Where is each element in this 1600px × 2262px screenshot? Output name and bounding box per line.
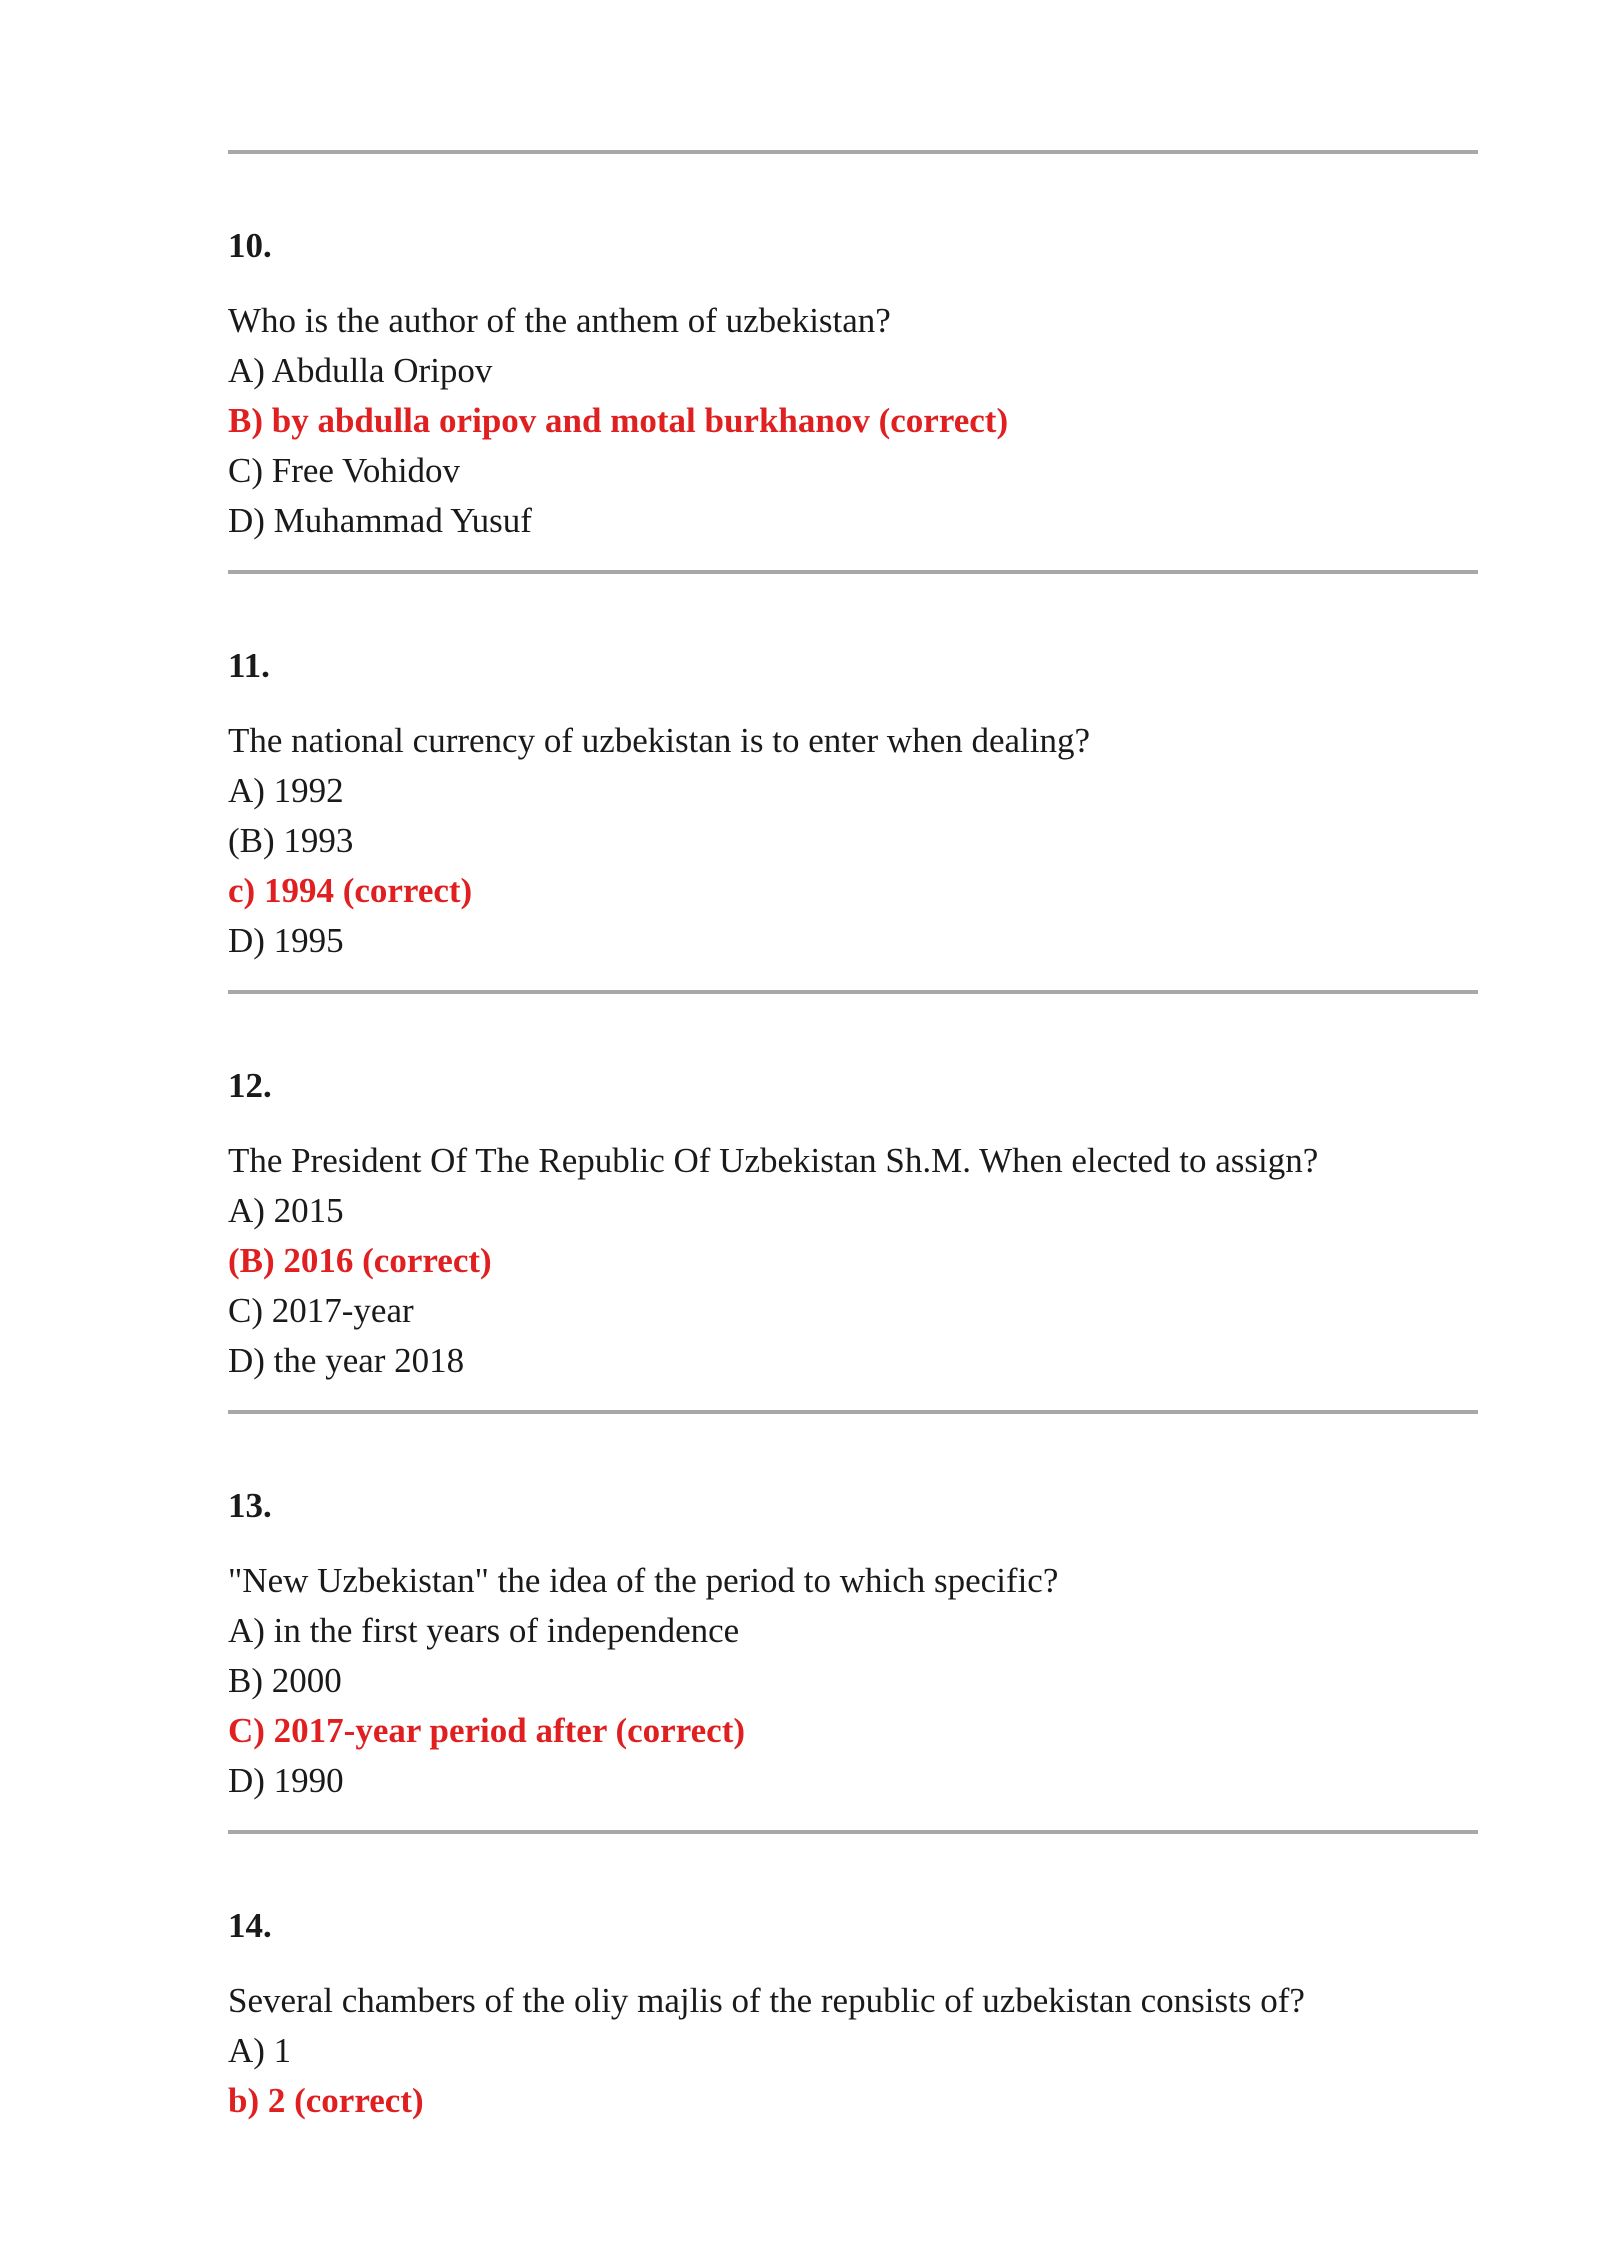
option: A) Abdulla Oripov: [228, 351, 493, 390]
option: B) 2000: [228, 1661, 342, 1700]
option: A) 2015: [228, 1191, 344, 1230]
question-text: The President Of The Republic Of Uzbekistan Sh.M. When elected to assign?: [228, 1141, 1319, 1180]
option-correct: B) by abdulla oripov and motal burkhanov (correct): [228, 401, 1009, 440]
option: (B) 1993: [228, 821, 354, 860]
question-text: The national currency of uzbekistan is to enter when dealing?: [228, 721, 1091, 760]
question-block: [228, 1834, 1478, 2150]
question-number: 14.: [228, 1906, 272, 1945]
question-number: 12.: [228, 1066, 272, 1105]
option-correct: b) 2 (correct): [228, 2081, 424, 2120]
question-number: 11.: [228, 646, 270, 685]
option-correct: C) 2017-year period after (correct): [228, 1711, 746, 1750]
question-number: 13.: [228, 1486, 272, 1525]
question-block: [228, 994, 1478, 1410]
question-text: Several chambers of the oliy majlis of the republic of uzbekistan consists of?: [228, 1981, 1305, 2020]
option: A) 1: [228, 2031, 292, 2070]
option: A) 1992: [228, 771, 344, 810]
option-correct: c) 1994 (correct): [228, 871, 473, 910]
question-block: [228, 1414, 1478, 1830]
option: D) the year 2018: [228, 1341, 465, 1380]
option: D) 1990: [228, 1761, 344, 1800]
question-number: 10.: [228, 226, 272, 265]
option-correct: (B) 2016 (correct): [228, 1241, 492, 1280]
question-block: [228, 154, 1478, 570]
question-text: "New Uzbekistan" the idea of the period to which specific?: [228, 1561, 1059, 1600]
option: C) Free Vohidov: [228, 451, 461, 490]
quiz-page: [228, 0, 1478, 2150]
question-text: Who is the author of the anthem of uzbekistan?: [228, 301, 891, 340]
option: C) 2017-year: [228, 1291, 414, 1330]
option: A) in the first years of independence: [228, 1611, 740, 1650]
question-block: [228, 574, 1478, 990]
option: D) Muhammad Yusuf: [228, 501, 532, 540]
option: D) 1995: [228, 921, 344, 960]
